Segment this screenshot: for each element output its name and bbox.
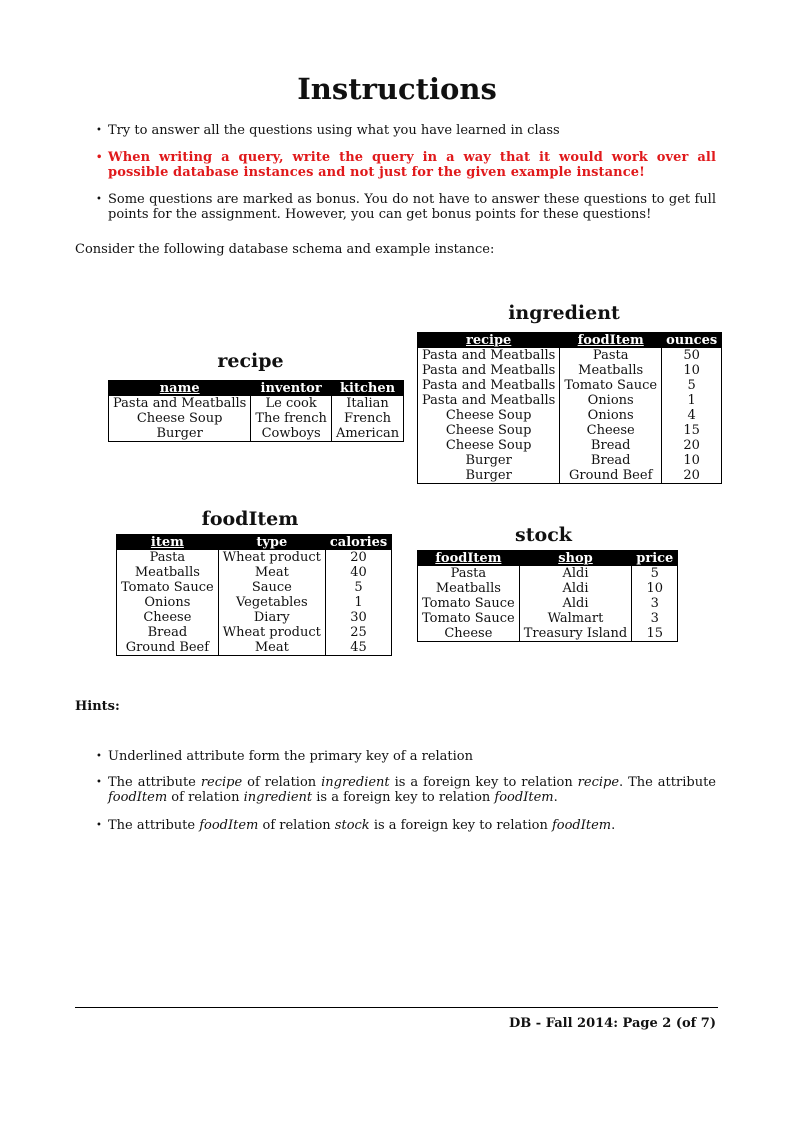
table-cell-price: 5 xyxy=(632,566,678,581)
table-header-row xyxy=(418,333,722,349)
table-cell-fooditem: Meatballs xyxy=(435,581,501,596)
table-cell-type: Diary xyxy=(218,610,325,625)
table-cell-recipe: Burger xyxy=(465,468,512,483)
table-cell-inventor: Cowboys xyxy=(251,426,332,442)
table-cell-fooditem: Cheese xyxy=(444,626,493,641)
hint-term: ingredient xyxy=(243,790,313,805)
table-cell-recipe: Pasta and Meatballs xyxy=(422,363,556,378)
table-cell-ounces: 1 xyxy=(662,393,722,408)
instruction-item: • Some questions are marked as bonus. You do not have to answer these questions to get full points for the assignment. However, you can get bonus points for these questions! xyxy=(108,192,716,222)
table-cell-price: 3 xyxy=(632,611,678,626)
table-cell-item: Cheese xyxy=(143,610,192,625)
table-cell-ounces: 10 xyxy=(662,453,722,468)
table-row xyxy=(117,625,392,640)
table-cell-type: Vegetables xyxy=(218,595,325,610)
hint-text: The attribute xyxy=(108,775,201,790)
table-cell-ounces: 4 xyxy=(662,408,722,423)
hint-item xyxy=(108,818,716,833)
column-header-shop: shop xyxy=(519,551,631,567)
hint-term: foodItem xyxy=(199,818,259,833)
table-cell-recipe: Cheese Soup xyxy=(445,438,532,453)
table-cell-item: Meatballs xyxy=(134,565,200,580)
column-header-price: price xyxy=(632,551,678,567)
column-header-recipe: recipe xyxy=(418,333,560,349)
table-cell-fooditem: Cheese xyxy=(560,423,662,438)
table-cell-fooditem: Tomato Sauce xyxy=(422,596,515,611)
table-cell-fooditem: Tomato Sauce xyxy=(422,611,515,626)
hint-text: is a foreign key to relation xyxy=(312,790,495,805)
instruction-item-warning: • When writing a query, write the query in a way that it would work over all possible database instances and not just for the given example instance! xyxy=(108,150,716,180)
table-cell-shop: Aldi xyxy=(519,596,631,611)
table-row xyxy=(117,550,392,565)
table-cell-inventor: The french xyxy=(251,411,332,426)
table-cell-name: Pasta and Meatballs xyxy=(113,396,247,411)
table-row xyxy=(117,610,392,625)
hint-text: . xyxy=(611,818,616,833)
hint-term: stock xyxy=(334,818,370,833)
table-cell-fooditem: Ground Beef xyxy=(560,468,662,484)
hints-heading: Hints: xyxy=(75,699,120,714)
table-stock xyxy=(417,550,678,642)
table-header-row xyxy=(418,551,678,567)
hint-text: of relation xyxy=(242,775,322,790)
table-cell-recipe: Burger xyxy=(465,453,512,468)
column-header-calories: calories xyxy=(325,535,391,551)
table-cell-recipe: Cheese Soup xyxy=(445,408,532,423)
table-cell-inventor: Le cook xyxy=(251,396,332,411)
table-cell-kitchen: Italian xyxy=(331,396,403,411)
table-cell-type: Meat xyxy=(218,640,325,656)
table-recipe xyxy=(108,380,404,442)
table-row xyxy=(418,566,678,581)
table-cell-fooditem: Pasta xyxy=(450,566,487,581)
table-cell-fooditem: Onions xyxy=(560,408,662,423)
table-cell-fooditem: Pasta xyxy=(560,348,662,363)
table-row xyxy=(418,453,722,468)
hint-term: recipe xyxy=(200,775,243,790)
table-row xyxy=(418,611,678,626)
table-cell-ounces: 10 xyxy=(662,363,722,378)
table-cell-recipe: Pasta and Meatballs xyxy=(422,393,556,408)
table-row xyxy=(117,595,392,610)
hint-text: The attribute xyxy=(108,818,200,833)
column-header-item: item xyxy=(117,535,219,551)
table-row xyxy=(418,393,722,408)
column-header-inventor: inventor xyxy=(251,381,332,397)
table-row xyxy=(418,378,722,393)
table-cell-calories: 20 xyxy=(325,550,391,565)
table-cell-price: 3 xyxy=(632,596,678,611)
table-cell-shop: Treasury Island xyxy=(519,626,631,642)
table-row xyxy=(109,411,404,426)
hint-text: . The attribute xyxy=(619,775,716,790)
table-cell-calories: 30 xyxy=(325,610,391,625)
table-cell-name: Burger xyxy=(156,426,203,441)
table-row xyxy=(418,408,722,423)
table-header-row xyxy=(117,535,392,551)
table-cell-fooditem: Onions xyxy=(560,393,662,408)
table-row xyxy=(418,423,722,438)
table-title-ingredient: ingredient xyxy=(508,302,620,324)
table-title-recipe: recipe xyxy=(217,350,284,372)
footer-rule xyxy=(75,1007,718,1008)
table-row xyxy=(418,596,678,611)
hint-term: recipe xyxy=(577,775,620,790)
table-title-stock: stock xyxy=(515,524,572,546)
hint-text: of relation xyxy=(258,818,335,833)
instruction-item: • Try to answer all the questions using what you have learned in class xyxy=(108,123,716,138)
table-cell-calories: 45 xyxy=(325,640,391,656)
table-cell-ounces: 20 xyxy=(662,438,722,453)
hint-term: foodItem xyxy=(108,790,168,805)
table-cell-name: Cheese Soup xyxy=(136,411,223,426)
table-fooditem xyxy=(116,534,392,656)
table-cell-ounces: 20 xyxy=(662,468,722,484)
table-cell-item: Bread xyxy=(147,625,188,640)
table-cell-fooditem: Meatballs xyxy=(560,363,662,378)
column-header-name: name xyxy=(109,381,251,397)
table-cell-ounces: 50 xyxy=(662,348,722,363)
table-cell-fooditem: Bread xyxy=(560,438,662,453)
page-title: Instructions xyxy=(297,72,497,106)
table-row xyxy=(418,438,722,453)
table-cell-type: Wheat product xyxy=(218,550,325,565)
table-cell-calories: 40 xyxy=(325,565,391,580)
hint-term: foodItem xyxy=(551,818,612,833)
table-cell-ounces: 15 xyxy=(662,423,722,438)
column-header-type: type xyxy=(218,535,325,551)
hint-term: ingredient xyxy=(321,775,390,790)
table-row xyxy=(109,426,404,442)
table-cell-type: Meat xyxy=(218,565,325,580)
intro-text: Consider the following database schema and example instance: xyxy=(75,242,495,257)
table-row xyxy=(117,580,392,595)
table-cell-ounces: 5 xyxy=(662,378,722,393)
hint-item xyxy=(108,775,716,805)
hint-text: . xyxy=(553,790,558,805)
table-cell-shop: Aldi xyxy=(519,566,631,581)
column-header-fooditem: foodItem xyxy=(560,333,662,349)
table-cell-item: Onions xyxy=(144,595,191,610)
table-row xyxy=(418,626,678,642)
page-footer: DB - Fall 2014: Page 2 (of 7) xyxy=(508,1016,716,1031)
hint-text: of relation xyxy=(167,790,244,805)
table-cell-kitchen: French xyxy=(331,411,403,426)
table-row xyxy=(418,468,722,484)
table-cell-price: 15 xyxy=(632,626,678,642)
table-cell-shop: Aldi xyxy=(519,581,631,596)
table-cell-calories: 1 xyxy=(325,595,391,610)
table-row xyxy=(418,363,722,378)
table-title-fooditem: foodItem xyxy=(201,508,299,530)
table-header-row xyxy=(109,381,404,397)
column-header-kitchen: kitchen xyxy=(331,381,403,397)
table-cell-fooditem: Tomato Sauce xyxy=(560,378,662,393)
table-row xyxy=(418,348,722,363)
table-row xyxy=(418,581,678,596)
table-cell-item: Tomato Sauce xyxy=(121,580,214,595)
table-row xyxy=(117,565,392,580)
table-ingredient xyxy=(417,332,722,484)
hint-term: foodItem xyxy=(494,790,554,805)
table-cell-shop: Walmart xyxy=(519,611,631,626)
table-cell-calories: 25 xyxy=(325,625,391,640)
table-cell-price: 10 xyxy=(632,581,678,596)
table-cell-type: Wheat product xyxy=(218,625,325,640)
column-header-ounces: ounces xyxy=(662,333,722,349)
hint-text: is a foreign key to relation xyxy=(369,818,552,833)
hint-text: is a foreign key to relation xyxy=(389,775,578,790)
table-cell-calories: 5 xyxy=(325,580,391,595)
table-cell-recipe: Cheese Soup xyxy=(445,423,532,438)
table-cell-item: Pasta xyxy=(149,550,186,565)
table-cell-item: Ground Beef xyxy=(125,640,210,655)
table-cell-kitchen: American xyxy=(331,426,403,442)
table-row xyxy=(117,640,392,656)
table-cell-recipe: Pasta and Meatballs xyxy=(422,378,556,393)
table-cell-fooditem: Bread xyxy=(560,453,662,468)
hint-item: • Underlined attribute form the primary key of a relation xyxy=(108,749,716,764)
column-header-fooditem: foodItem xyxy=(418,551,520,567)
table-cell-recipe: Pasta and Meatballs xyxy=(422,348,556,363)
table-row xyxy=(109,396,404,411)
table-cell-type: Sauce xyxy=(218,580,325,595)
